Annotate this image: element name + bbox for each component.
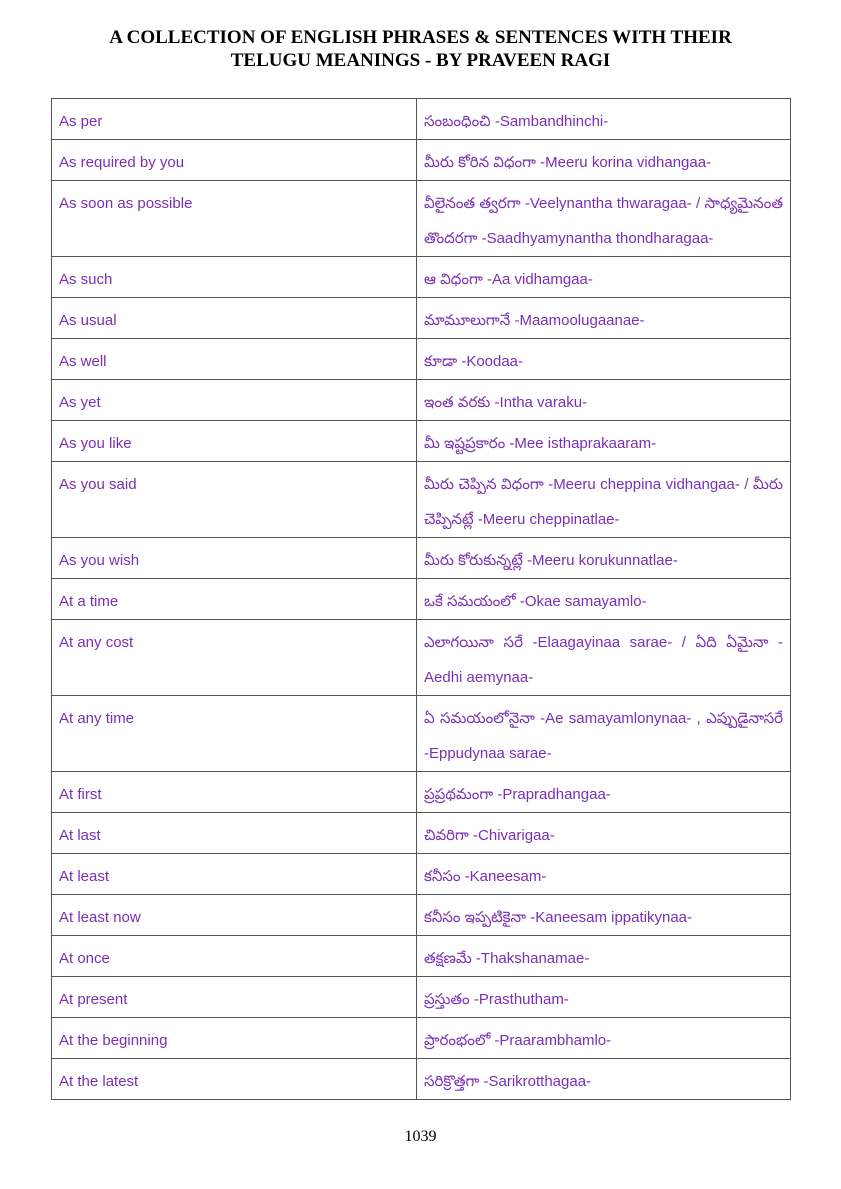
table-row [52,1059,791,1100]
telugu-meaning: ఇంత వరకు -Intha varaku- [417,380,791,421]
table-row [52,895,791,936]
telugu-meaning: చివరిగా -Chivarigaa- [417,813,791,854]
table-row [52,854,791,895]
table-row [52,298,791,339]
english-phrase: As you like [52,421,417,462]
english-phrase: At once [52,936,417,977]
english-phrase: As required by you [52,140,417,181]
document-title [0,26,841,72]
telugu-meaning: కనీసం ఇప్పటికైనా -Kaneesam ippatikynaa- [417,895,791,936]
telugu-meaning: మీరు చెప్పిన విధంగా -Meeru cheppina vidhangaa- / మీరు చెప్పినట్లే -Meeru cheppinatlae- [417,462,791,538]
telugu-meaning: ఆ విధంగా -Aa vidhamgaa- [417,257,791,298]
table-row [52,772,791,813]
english-phrase: As soon as possible [52,181,417,257]
english-phrase: At first [52,772,417,813]
phrase-table [51,98,791,1100]
english-phrase: As you said [52,462,417,538]
table-row [52,936,791,977]
telugu-meaning: ఎలాగయినా సరే -Elaagayinaa sarae- / ఏది ఏమైనా -Aedhi aemynaa- [417,620,791,696]
telugu-meaning: మీరు కోరుకున్నట్లే -Meeru korukunnatlae- [417,538,791,579]
table-row [52,620,791,696]
english-phrase: At any cost [52,620,417,696]
english-phrase: As such [52,257,417,298]
telugu-meaning: మీరు కోరిన విధంగా -Meeru korina vidhangaa- [417,140,791,181]
english-phrase: At any time [52,696,417,772]
english-phrase: As yet [52,380,417,421]
english-phrase: At last [52,813,417,854]
telugu-meaning: ఏ సమయంలోనైనా -Ae samayamlonynaa- , ఎప్పుడైనాసరే -Eppudynaa sarae- [417,696,791,772]
english-phrase: As well [52,339,417,380]
page-number: 1039 [404,1128,437,1145]
table-row [52,462,791,538]
english-phrase: As you wish [52,538,417,579]
table-row [52,1018,791,1059]
table-row [52,99,791,140]
telugu-meaning: తక్షణమే -Thakshanamae- [417,936,791,977]
telugu-meaning: ఒకే సమయంలో -Okae samayamlo- [417,579,791,620]
telugu-meaning: మామూలుగానే -Maamoolugaanae- [417,298,791,339]
table-row [52,421,791,462]
table-row [52,813,791,854]
table-row [52,977,791,1018]
table-row [52,257,791,298]
telugu-meaning: ప్రస్తుతం -Prasthutham- [417,977,791,1018]
english-phrase: As per [52,99,417,140]
table-row [52,181,791,257]
telugu-meaning: వీలైనంత త్వరగా -Veelynantha thwaragaa- / సాధ్యమైనంత తొందరగా -Saadhyamynantha thondharagaa- [417,181,791,257]
telugu-meaning: కనీసం -Kaneesam- [417,854,791,895]
telugu-meaning: సరిక్రొత్తగా -Sarikrotthagaa- [417,1059,791,1100]
telugu-meaning: ప్రారంభంలో -Praarambhamlo- [417,1018,791,1059]
english-phrase: At a time [52,579,417,620]
table-row [52,380,791,421]
telugu-meaning: కూడా -Koodaa- [417,339,791,380]
telugu-meaning: మీ ఇష్టప్రకారం -Mee isthaprakaaram- [417,421,791,462]
english-phrase: At least [52,854,417,895]
table-row [52,579,791,620]
table-row [52,339,791,380]
title-line-1: A COLLECTION OF ENGLISH PHRASES & SENTENCES WITH THEIR [109,27,732,48]
telugu-meaning: సంబంధించి -Sambandhinchi- [417,99,791,140]
english-phrase: As usual [52,298,417,339]
telugu-meaning: ప్రప్రథమంగా -Prapradhangaa- [417,772,791,813]
english-phrase: At least now [52,895,417,936]
table-row [52,696,791,772]
english-phrase: At the latest [52,1059,417,1100]
title-line-2: TELUGU MEANINGS - BY PRAVEEN RAGI [230,50,611,71]
english-phrase: At present [52,977,417,1018]
table-row [52,538,791,579]
english-phrase: At the beginning [52,1018,417,1059]
table-row [52,140,791,181]
